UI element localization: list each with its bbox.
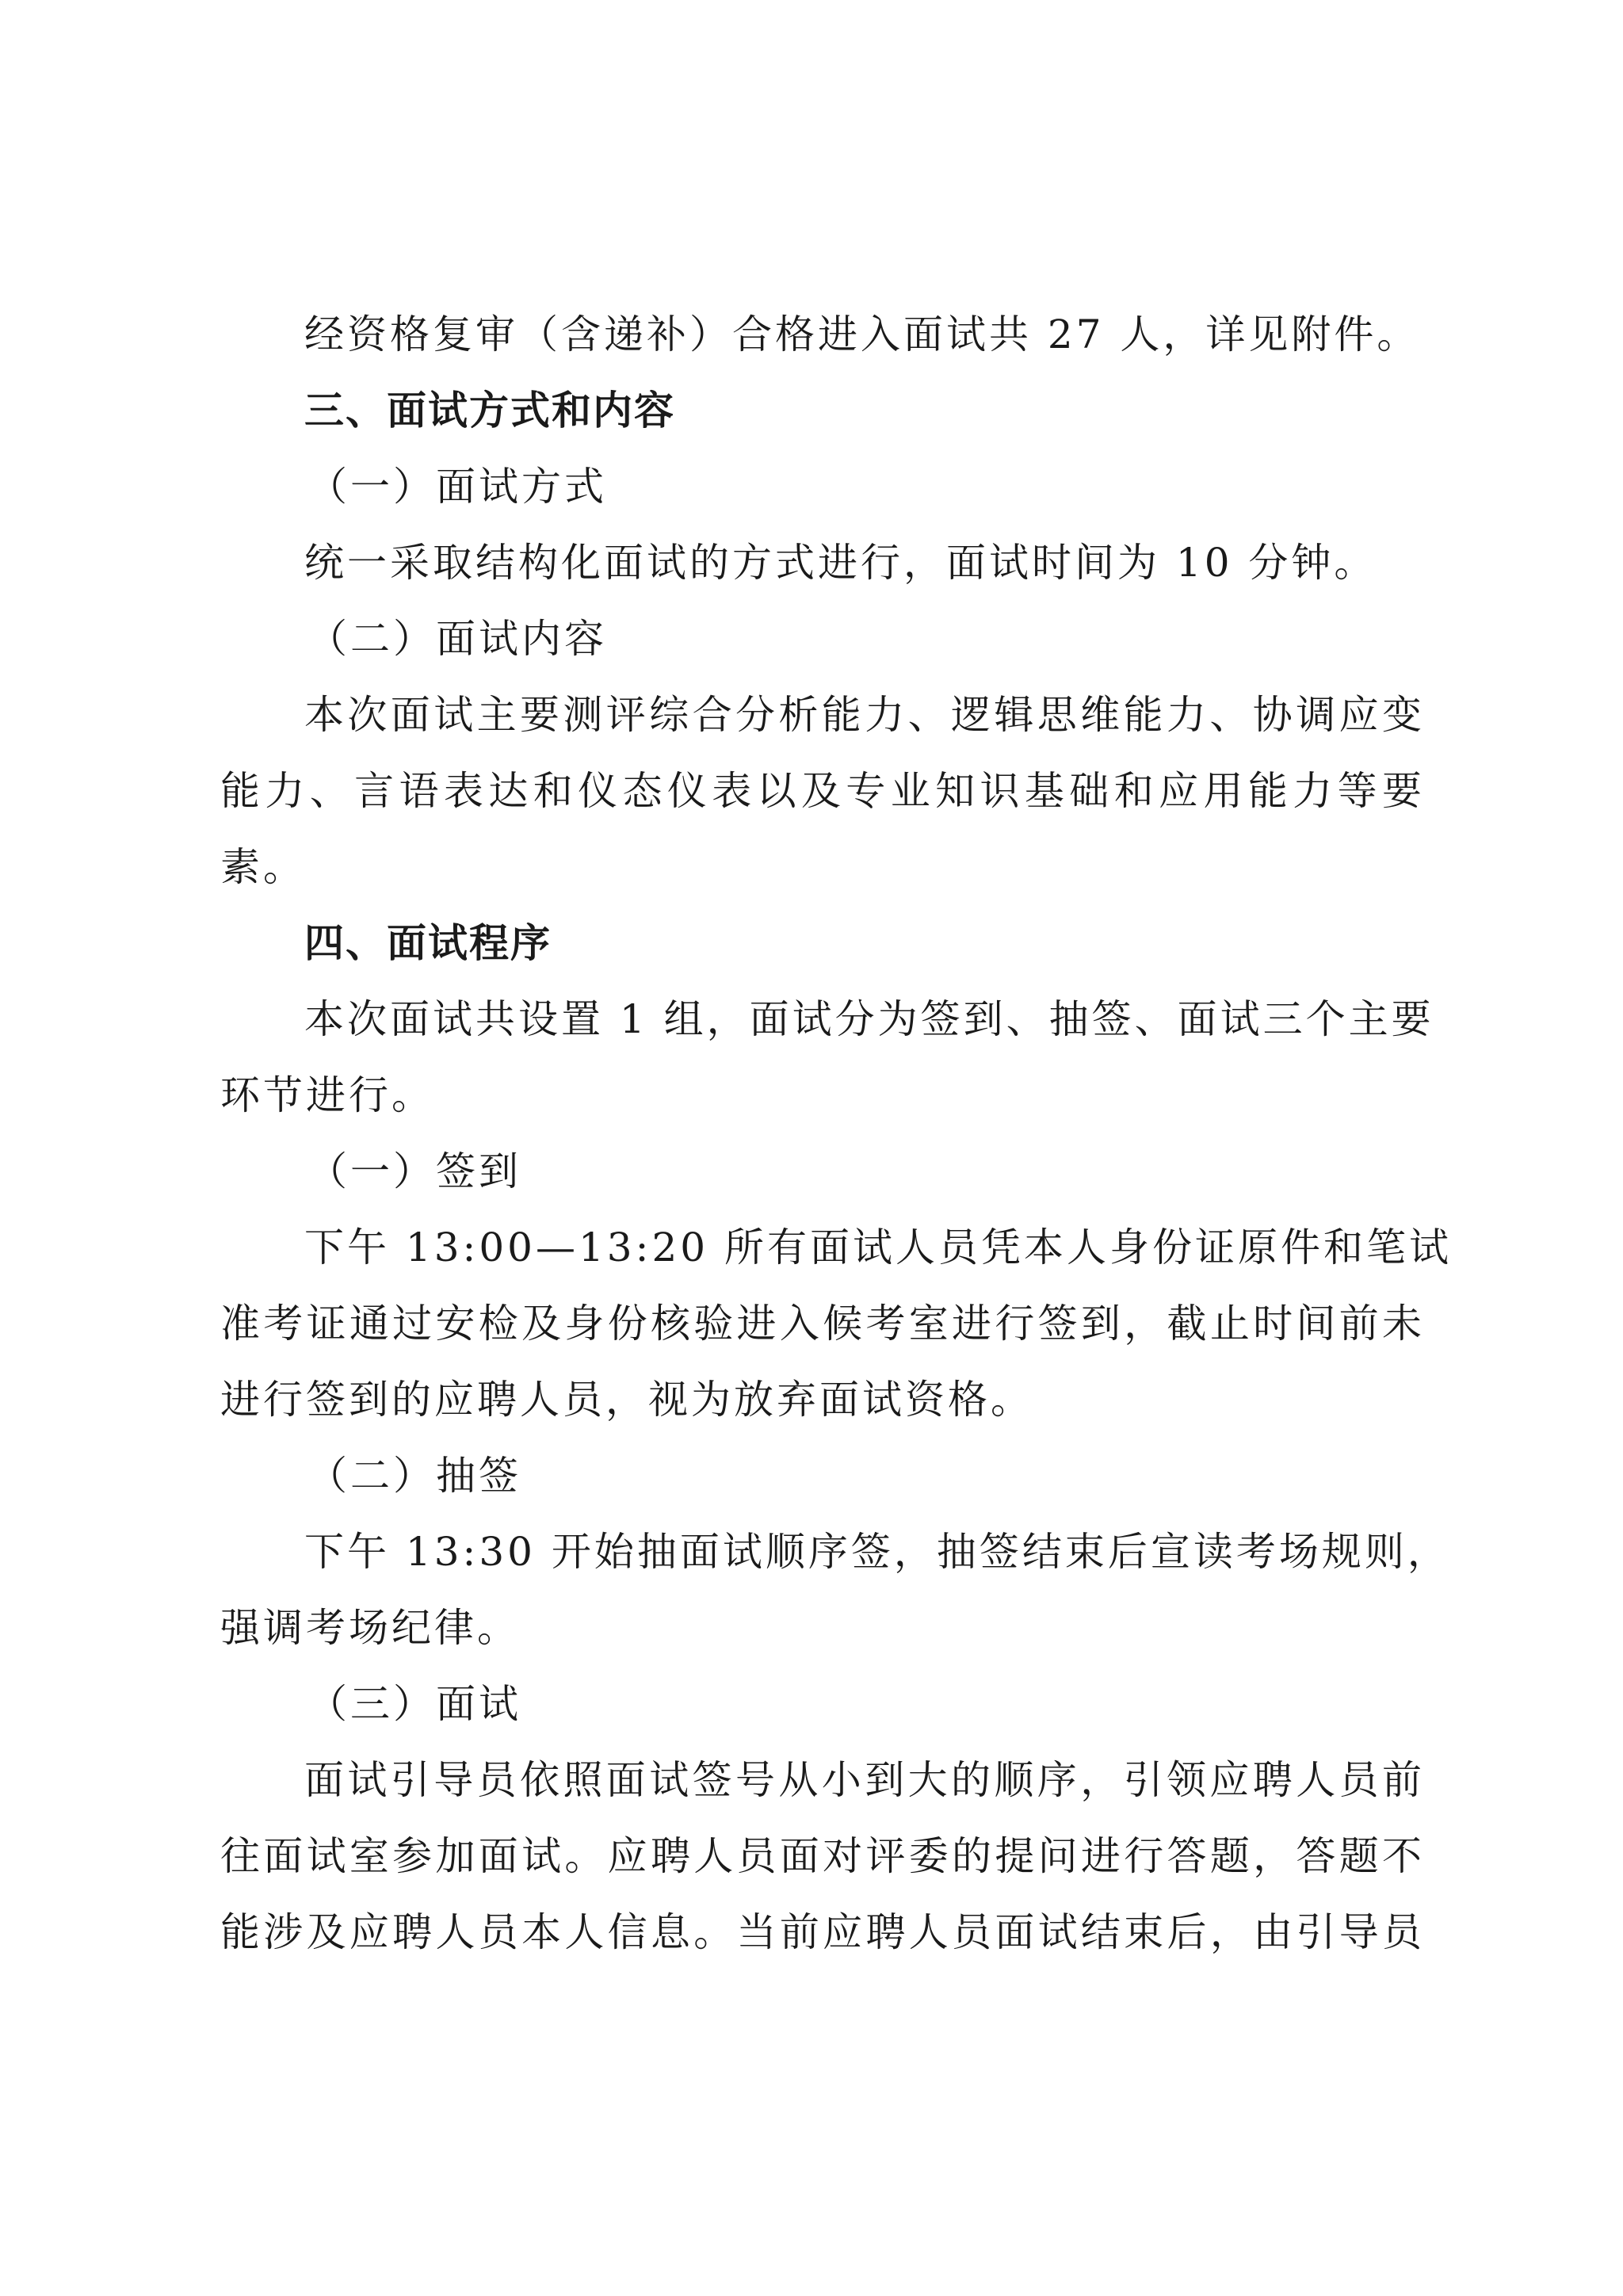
body-paragraph-line: 统一采取结构化面试的方式进行，面试时间为 10 分钟。 bbox=[304, 540, 1377, 586]
subsection-heading: （三）面试 bbox=[307, 1681, 521, 1727]
body-paragraph-line: 本次面试主要测评综合分析能力、逻辑思维能力、协调应变 bbox=[304, 692, 1425, 738]
subsection-heading: （二）抽签 bbox=[307, 1453, 521, 1499]
section-heading: 四、面试程序 bbox=[304, 920, 552, 966]
body-paragraph-line: 经资格复审（含递补）合格进入面试共 27 人，详见附件。 bbox=[304, 311, 1420, 357]
body-paragraph-line: 能涉及应聘人员本人信息。当前应聘人员面试结束后，由引导员 bbox=[220, 1909, 1425, 1955]
body-paragraph-line: 往面试室参加面试。应聘人员面对评委的提问进行答题，答题不 bbox=[220, 1833, 1425, 1879]
subsection-heading: （一）签到 bbox=[307, 1148, 521, 1194]
body-paragraph-line: 面试引导员依照面试签号从小到大的顺序，引领应聘人员前 bbox=[304, 1757, 1425, 1803]
body-paragraph-line: 强调考场纪律。 bbox=[220, 1605, 520, 1651]
body-paragraph-line: 下午 13:30 开始抽面试顺序签，抽签结束后宣读考场规则， bbox=[304, 1529, 1450, 1575]
section-heading: 三、面试方式和内容 bbox=[304, 388, 675, 434]
subsection-heading: （二）面试内容 bbox=[307, 616, 607, 662]
body-paragraph-line: 能力、言语表达和仪态仪表以及专业知识基础和应用能力等要 bbox=[220, 768, 1425, 814]
body-paragraph-line: 下午 13:00—13:20 所有面试人员凭本人身份证原件和笔试 bbox=[304, 1224, 1452, 1270]
body-paragraph-line: 环节进行。 bbox=[220, 1072, 434, 1118]
body-paragraph-line: 本次面试共设置 1 组，面试分为签到、抽签、面试三个主要 bbox=[304, 996, 1434, 1042]
subsection-heading: （一）面试方式 bbox=[307, 464, 607, 510]
body-paragraph-line: 准考证通过安检及身份核验进入候考室进行签到，截止时间前未 bbox=[220, 1301, 1425, 1347]
body-paragraph-line: 进行签到的应聘人员，视为放弃面试资格。 bbox=[220, 1377, 1033, 1423]
body-paragraph-line: 素。 bbox=[220, 844, 306, 890]
